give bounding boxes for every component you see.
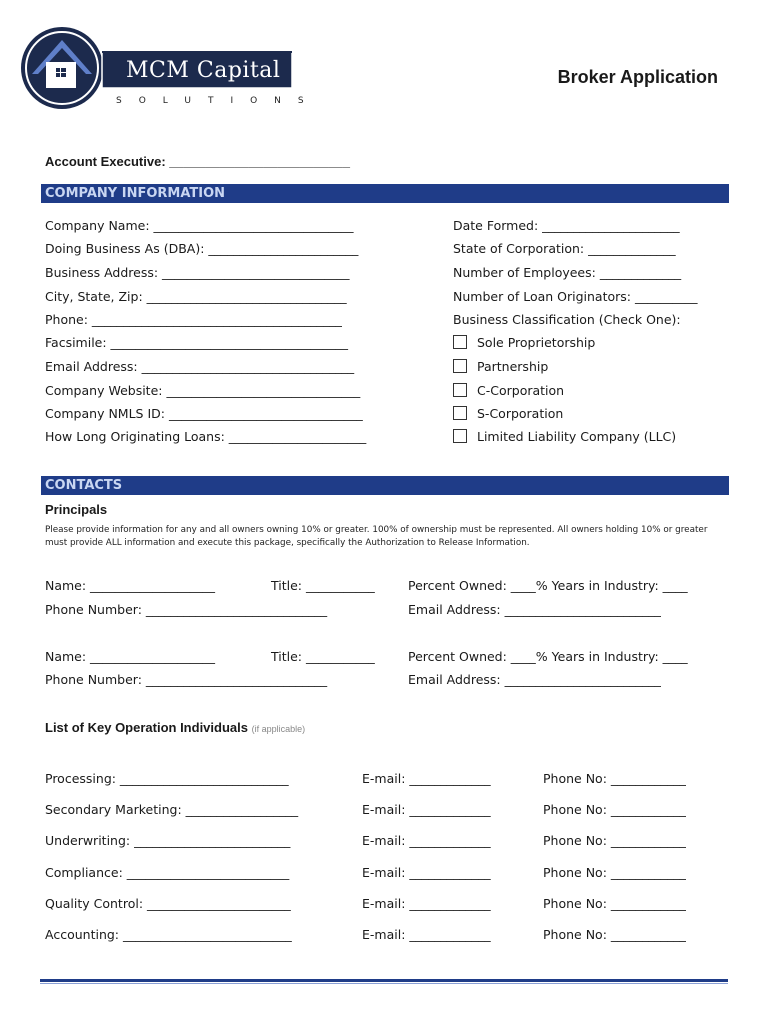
s-corporation-label: S-Corporation xyxy=(477,406,564,421)
underwriting-phone-field[interactable]: Phone No: ____________ xyxy=(543,833,686,848)
principal-email-field[interactable]: Email Address: _________________________ xyxy=(408,602,661,617)
facsimile-field[interactable]: Facsimile: ______________________________________ xyxy=(45,335,349,350)
accounting-phone-field[interactable]: Phone No: ____________ xyxy=(543,927,686,942)
company-name-field[interactable]: Company Name: ________________________________ xyxy=(45,218,354,233)
logo-name: MCM Capital xyxy=(126,58,281,83)
processing-phone-field[interactable]: Phone No: ____________ xyxy=(543,771,686,786)
principal-phone-field[interactable]: Phone Number: _____________________________ xyxy=(45,602,328,617)
years-originating-field[interactable]: How Long Originating Loans: ______________________ xyxy=(45,429,367,444)
principals-heading: Principals xyxy=(45,502,108,517)
key-individuals-title: List of Key Operation Individuals xyxy=(45,720,248,735)
date-formed-field[interactable]: Date Formed: ______________________ xyxy=(453,218,680,233)
key-individuals-heading xyxy=(45,720,305,735)
page-title: Broker Application xyxy=(557,67,718,87)
partnership-label: Partnership xyxy=(477,359,549,374)
principal-phone-field[interactable]: Phone Number: _____________________________ xyxy=(45,672,328,687)
principal-title-field[interactable]: Title: ___________ xyxy=(271,649,375,664)
sole-proprietorship-checkbox[interactable] xyxy=(453,335,467,349)
underwriting-field[interactable]: Underwriting: _________________________ xyxy=(45,833,291,848)
number-of-loan-originators-field[interactable]: Number of Loan Originators: __________ xyxy=(453,289,698,304)
llc-label: Limited Liability Company (LLC) xyxy=(477,429,677,444)
processing-email-field[interactable]: E-mail: _____________ xyxy=(362,771,491,786)
contacts-heading: CONTACTS xyxy=(41,476,729,495)
accounting-field[interactable]: Accounting: ___________________________ xyxy=(45,927,292,942)
compliance-phone-field[interactable]: Phone No: ____________ xyxy=(543,865,686,880)
company-logo xyxy=(18,22,321,117)
principal-name-field[interactable]: Name: ____________________ xyxy=(45,578,216,593)
principal-percent-owned-field[interactable]: Percent Owned: ____% Years in Industry: ____ xyxy=(408,649,688,664)
principal-title-field[interactable]: Title: ___________ xyxy=(271,578,375,593)
company-website-field[interactable]: Company Website: _______________________________ xyxy=(45,383,361,398)
logo-subtitle: SOLUTIONS xyxy=(116,96,321,106)
processing-field[interactable]: Processing: ___________________________ xyxy=(45,771,289,786)
footer-divider xyxy=(40,979,728,982)
state-of-corporation-field[interactable]: State of Corporation: ______________ xyxy=(453,241,676,256)
dba-field[interactable]: Doing Business As (DBA): ________________________ xyxy=(45,241,359,256)
company-nmls-field[interactable]: Company NMLS ID: _______________________________ xyxy=(45,406,363,421)
compliance-email-field[interactable]: E-mail: _____________ xyxy=(362,865,491,880)
account-executive-field[interactable]: Account Executive: _________________________ xyxy=(45,154,351,169)
business-classification-label: Business Classification (Check One): xyxy=(453,312,681,327)
c-corporation-checkbox[interactable] xyxy=(453,383,467,397)
principals-instructions: Please provide information for any and all owners owning 10% or greater. 100% of ownership must be represented. All owners holding 10% or greater must provide ALL information and execute this package, specifically the Authorization to Release Information. xyxy=(45,525,708,548)
llc-checkbox[interactable] xyxy=(453,429,467,443)
principal-email-field[interactable]: Email Address: _________________________ xyxy=(408,672,661,687)
quality-control-field[interactable]: Quality Control: _______________________ xyxy=(45,896,291,911)
quality-control-phone-field[interactable]: Phone No: ____________ xyxy=(543,896,686,911)
number-of-employees-field[interactable]: Number of Employees: _____________ xyxy=(453,265,682,280)
secondary-marketing-email-field[interactable]: E-mail: _____________ xyxy=(362,802,491,817)
phone-field[interactable]: Phone: ________________________________________ xyxy=(45,312,342,327)
partnership-checkbox[interactable] xyxy=(453,359,467,373)
sole-proprietorship-label: Sole Proprietorship xyxy=(477,335,596,350)
secondary-marketing-phone-field[interactable]: Phone No: ____________ xyxy=(543,802,686,817)
email-address-field[interactable]: Email Address: __________________________________ xyxy=(45,359,355,374)
quality-control-email-field[interactable]: E-mail: _____________ xyxy=(362,896,491,911)
company-information-heading: COMPANY INFORMATION xyxy=(41,184,729,203)
principal-percent-owned-field[interactable]: Percent Owned: ____% Years in Industry: ____ xyxy=(408,578,688,593)
c-corporation-label: C-Corporation xyxy=(477,383,565,398)
key-individuals-note: (if applicable) xyxy=(251,724,306,734)
business-address-field[interactable]: Business Address: ______________________________ xyxy=(45,265,350,280)
accounting-email-field[interactable]: E-mail: _____________ xyxy=(362,927,491,942)
underwriting-email-field[interactable]: E-mail: _____________ xyxy=(362,833,491,848)
footer-divider-accent xyxy=(40,983,728,984)
s-corporation-checkbox[interactable] xyxy=(453,406,467,420)
principal-name-field[interactable]: Name: ____________________ xyxy=(45,649,216,664)
compliance-field[interactable]: Compliance: __________________________ xyxy=(45,865,290,880)
secondary-marketing-field[interactable]: Secondary Marketing: __________________ xyxy=(45,802,299,817)
city-state-zip-field[interactable]: City, State, Zip: ________________________________ xyxy=(45,289,347,304)
